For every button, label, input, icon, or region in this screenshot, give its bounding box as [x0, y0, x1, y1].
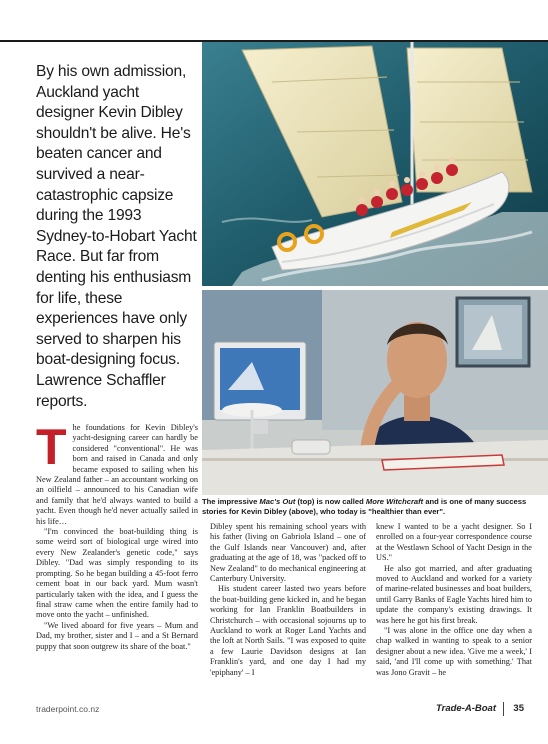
footer-url[interactable]: traderpoint.co.nz [36, 704, 100, 714]
paragraph: "I'm convinced the boat-building thing is some weird sort of biological urge wired into every New Zealander's genetic code," says Dibley. "Dad was simply responding to its prompting. So he began building a 45-foot ferro cement boat in our back yard. Mum wasn't particularly taken with the idea, and I guess the final straw came when the entire family had to move onto the yacht – unfinished. [36, 527, 198, 620]
caption-lead: The impressive [202, 497, 260, 506]
photo-caption [202, 497, 532, 518]
paragraph: Dibley spent his remaining school years with his father (living on Gabriola Island – one of the Gulf Islands near Vancouver) and, after graduating at the age of 18, was "packed off to New Zealand" to do mechanical engineering at Canterbury University. [210, 522, 366, 584]
footer-divider [503, 702, 504, 716]
paragraph: His student career lasted two years before the boat-building gene kicked in, and he began working for Ian Franklin Boatbuilders in Christchurch – with occasional sojourns up to Auckland to work at Roger Land Yachts and the loft at North Sails. "I was exposed to quite a few Laurie Davidson designs at Ian Franklin's yard, and one day I had my 'epiphany' – I [210, 584, 366, 677]
magazine-name: Trade-A-Boat [436, 703, 496, 714]
page-number: 35 [513, 703, 524, 714]
article-column-3 [376, 522, 532, 678]
caption-mid: (top) is now called [295, 497, 366, 506]
page-header [0, 0, 548, 42]
caption-boat-old: Mac's Out [259, 497, 296, 506]
paragraph: He also got married, and after graduating moved to Auckland and worked for a variety of marine-related businesses and boat builders, until Garry Banks of Eagle Yachts hired him to update the company's existing drawings. It was here he got his first break. [376, 563, 533, 625]
yacht-illustration [202, 42, 548, 286]
paragraph: "We lived aboard for five years – Mum and Dad, my brother, sister and I – and a St Bernard puppy that soon outgrew its share of the boat." [36, 620, 198, 651]
paragraph: "I was alone in the office one day when a chap walked in wanting to speak to a senior designer about a new idea. 'Give me a week,' I said, 'and I'll come up with something.' That was Jono Gravit – he [376, 626, 532, 677]
article-column-1 [36, 419, 198, 652]
yacht-sailing-photo [202, 42, 548, 286]
drop-cap: T [36, 419, 67, 475]
office-illustration [202, 290, 548, 495]
designer-portrait-photo [202, 290, 548, 495]
paragraph: he foundations for Kevin Dibley's yacht-designing career can hardly be considered "conventional". He was born and raised in Canada and only became exposed to sailing when his New Zealand father – an accountant working on an oilfield – announced to his Canadian wife and family that he'd always wanted to build a yacht. Even though he'd never actually sailed in his life… [36, 423, 198, 526]
caption-boat-new: More Witchcraft [365, 497, 424, 506]
article-intro: By his own admission, Auckland yacht designer Kevin Dibley shouldn't be alive. He's beaten cancer and survived a near-catastrophic capsize during the 1993 Sydney-to-Hobart Yacht Race. But far from denting his enthusiasm for life, these experiences have only served to sharpen his boat-designing focus. Lawrence Schaffler reports. [36, 63, 197, 410]
paragraph: knew I wanted to be a yacht designer. So I enrolled on a four-year correspondence course at the Westlawn School of Yacht Design in the US." [376, 522, 532, 563]
caption-tail: and is one of many success stories for Kevin Dibley (above), who today is "healthier than ever". [202, 497, 527, 517]
article-column-2 [210, 522, 366, 678]
page-footer [36, 704, 530, 718]
